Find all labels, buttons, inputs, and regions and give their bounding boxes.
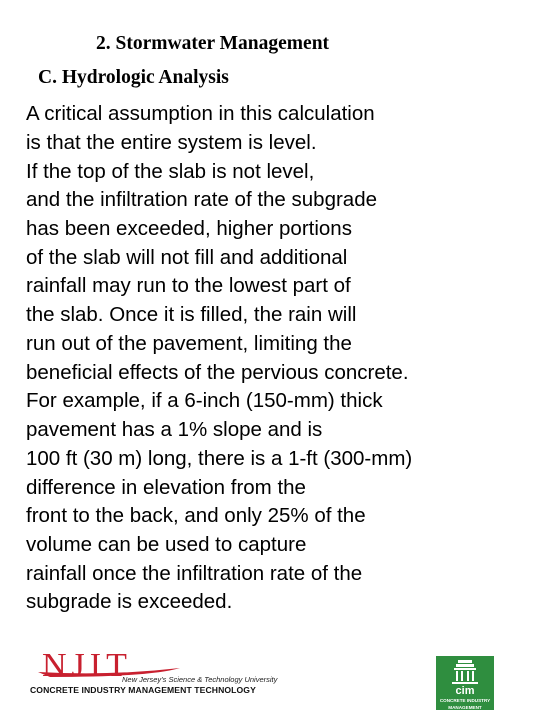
section-heading: 2. Stormwater Management	[96, 33, 330, 54]
cim-word: cim	[455, 685, 475, 697]
body-line: front to the back, and only 25% of the	[26, 504, 366, 527]
subsection-heading: C. Hydrologic Analysis	[38, 67, 229, 88]
body-line: difference in elevation from the	[26, 476, 306, 499]
njit-tagline: New Jersey's Science & Technology University	[122, 675, 278, 684]
body-line: the slab. Once it is filled, the rain will	[26, 303, 357, 326]
building-icon	[436, 656, 494, 686]
njit-letters: NJIT	[42, 647, 132, 684]
body-line: If the top of the slab is not level,	[26, 160, 315, 183]
body-line: A critical assumption in this calculation	[26, 102, 375, 125]
body-line: rainfall may run to the lowest part of	[26, 274, 351, 297]
body-line: and the infiltration rate of the subgrade	[26, 188, 378, 211]
body-line: beneficial effects of the pervious concrete.	[26, 361, 409, 384]
body-line: pavement has a 1% slope and is	[26, 418, 323, 441]
body-line: has been exceeded, higher portions	[26, 217, 352, 240]
cim-sub-2: MANAGEMENT	[448, 704, 482, 710]
cim-logo	[436, 656, 494, 710]
body-line: subgrade is exceeded.	[26, 590, 233, 613]
body-line: rainfall once the infiltration rate of the	[26, 562, 363, 585]
body-line: of the slab will not fill and additional	[26, 246, 348, 269]
body-line: For example, if a 6-inch (150-mm) thick	[26, 389, 383, 412]
body-line: 100 ft (30 m) long, there is a 1-ft (300-mm)	[26, 447, 413, 470]
body-line: is that the entire system is level.	[26, 131, 317, 154]
cim-sub-1: CONCRETE INDUSTRY	[439, 698, 491, 703]
body-line: volume can be used to capture	[26, 533, 307, 556]
njit-logo	[30, 647, 278, 698]
body-line: run out of the pavement, limiting the	[26, 332, 352, 355]
njit-program: CONCRETE INDUSTRY MANAGEMENT TECHNOLOGY	[30, 685, 256, 695]
